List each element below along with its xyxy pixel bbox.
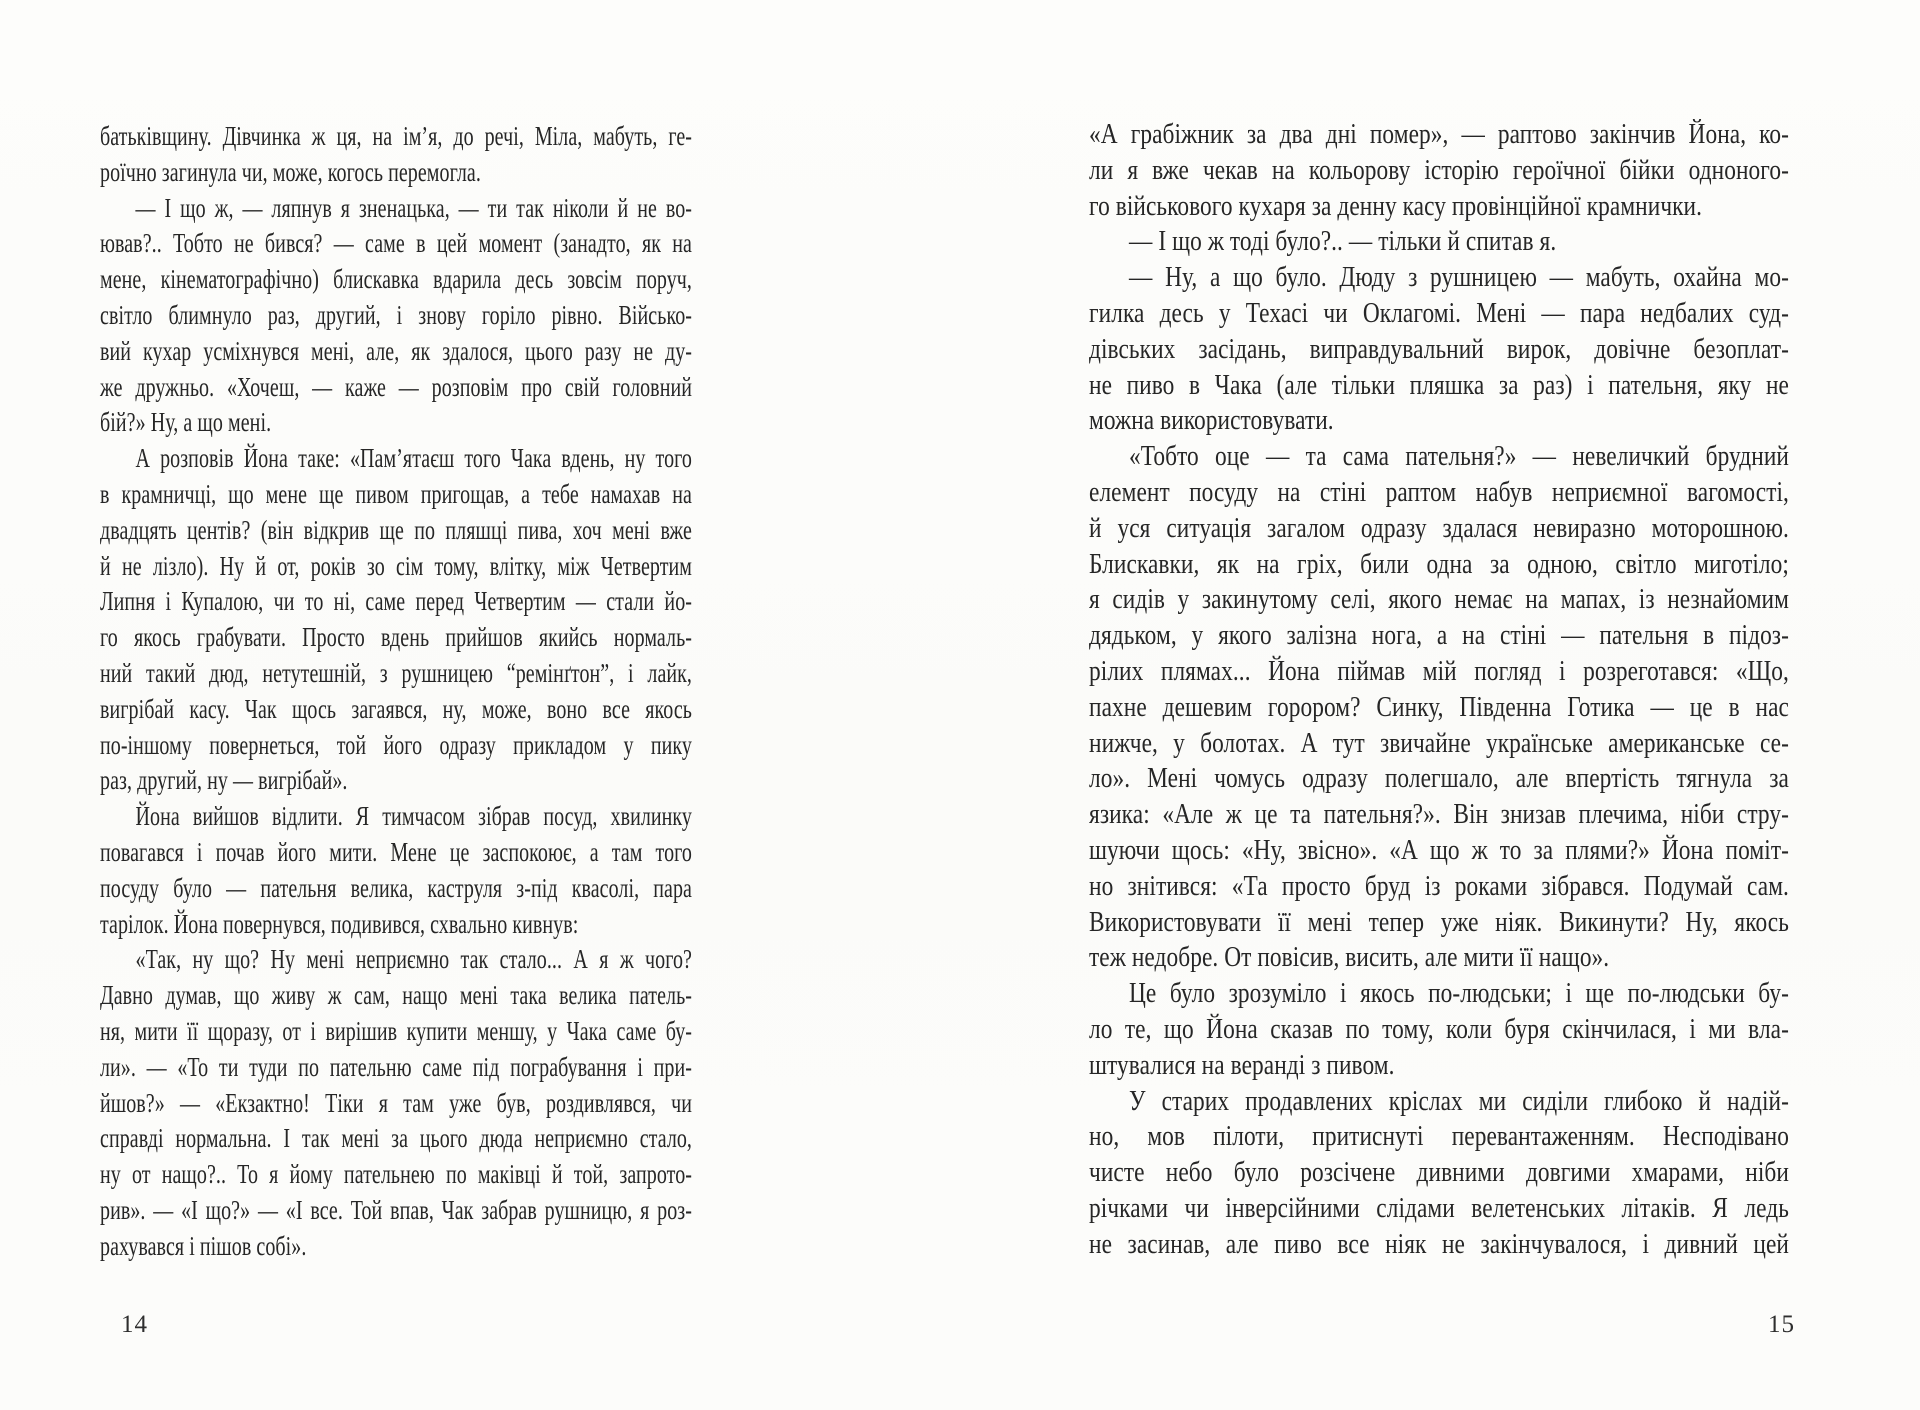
text-line: «А грабіжник за два дні помер», — раптово закінчив Йона, ко-	[1089, 119, 1789, 150]
text-line: штувалися на веранді з пивом.	[1089, 1049, 1395, 1081]
text-line: по-іншому повернеться, той його одразу прикладом у пику	[100, 729, 692, 760]
text-line: в крамничці, що мене ще пивом пригощав, а тебе намахав на	[100, 478, 692, 509]
text-line: ну от нащо?.. То я йому пательнею по маківці й той, запрото-	[100, 1159, 692, 1190]
page-right-text	[1089, 117, 1789, 1263]
text-line: — І що ж, — ляпнув я зненацька, — ти так ніколи й не во-	[135, 192, 692, 223]
text-line: нижче, у болотах. А тут звичайне українське американське се-	[1089, 727, 1789, 759]
text-line: й не лізло). Ну й от, років зо сім тому, влітку, між Четвертим	[100, 550, 692, 581]
text-line: — Ну, а що було. Дюду з рушницею — мабуть, охайна мо-	[1128, 262, 1789, 294]
text-line: Йона вийшов відлити. Я тимчасом зібрав посуд, хвилинку	[135, 801, 692, 832]
text-line: пахне дешевим горором? Синку, Південна Готика — це в нас	[1089, 691, 1789, 723]
text-line: язика: «Але ж це та пательня?». Він знизав плечима, ніби стру-	[1089, 799, 1789, 831]
text-line: Липня і Купалою, чи то ні, саме перед Четвертим — стали йо-	[100, 586, 692, 617]
text-line: вий кухар усміхнувся мені, але, як здалося, цього разу не ду-	[100, 335, 692, 366]
text-line: ли я вже чекав на кольорову історію героїчної бійки одноного-	[1089, 154, 1789, 186]
text-line: гилка десь у Техасі чи Оклагомі. Мені — пара недбалих суд-	[1089, 297, 1789, 329]
text-line: Це було зрозуміло і якось по-людськи; і ще по-людськи бу-	[1128, 978, 1789, 1010]
page-number-left: 14	[121, 1311, 148, 1338]
page-right	[960, 0, 1920, 1410]
text-line: не пиво в Чака (але тільки пляшка за раз) і пательня, яку не	[1089, 369, 1789, 401]
text-line: но знітився: «Та просто бруд із роками зібрався. Подумай сам.	[1089, 870, 1789, 902]
text-line: дядьком, у якого залізна нога, а на стіні — пательня в підоз-	[1089, 620, 1789, 652]
text-line: го військового кухаря за денну касу провінційної крамнички.	[1089, 190, 1703, 222]
text-line: роїчно загинула чи, може, когось перемогла.	[100, 156, 481, 187]
text-line: рив». — «І що?» — «І все. Той впав, Чак забрав рушницю, я роз-	[100, 1194, 692, 1225]
text-line: посуду було — пательня велика, каструля з-під квасолі, пара	[100, 872, 692, 903]
text-line: го якось грабувати. Просто вдень прийшов якийсь нормаль-	[100, 622, 692, 653]
text-line: повагався і почав його мити. Мене це заспокоює, а там того	[100, 836, 692, 867]
text-line: тарілок. Йона повернувся, подивився, схвально кивнув:	[100, 908, 579, 939]
text-line: йшов?» — «Екзактно! Тіки я там уже був, роздивлявся, чи	[100, 1087, 692, 1118]
text-line: дівських засідань, виправдувальний вирок, довічне безоплат-	[1089, 333, 1789, 365]
text-line: бій?» Ну, а що мені.	[100, 407, 272, 438]
text-line: вигрібай касу. Чак щось загаявся, ну, може, воно все якось	[100, 693, 692, 724]
text-line: ня, мити її щоразу, от і вирішив купити меншу, у Чака саме бу-	[100, 1015, 692, 1046]
text-line: мене, кінематографічно) блискавка вдарила десь зовсім поруч,	[100, 264, 692, 295]
text-line: елемент посуду на стіні раптом набув неприємної вагомості,	[1089, 476, 1789, 508]
text-line: можна використовувати.	[1089, 405, 1334, 437]
text-line: рілих плямах... Йона піймав мій погляд і розреготався: «Що,	[1089, 655, 1789, 687]
text-line: ний такий дюд, нетутешній, з рушницею “ремінґтон”, і лайк,	[100, 657, 692, 688]
text-line: Використовувати її мені тепер уже ніяк. Викинути? Ну, якось	[1089, 906, 1789, 938]
text-line: теж недобре. От повісив, висить, але мити її нащо».	[1089, 942, 1610, 974]
text-line: світло блимнуло раз, другий, і знову горіло рівно. Військо-	[100, 299, 692, 330]
text-line: справді нормальна. І так мені за цього дюда неприємно стало,	[100, 1123, 692, 1154]
text-line: Давно думав, що живу ж сам, нащо мені така велика патель-	[100, 980, 692, 1011]
text-line: я сидів у закинутому селі, якого немає на мапах, із незнайомим	[1089, 584, 1789, 616]
text-line: рахувався і пішов собі».	[100, 1230, 307, 1261]
text-line: не засинав, але пиво все ніяк не закінчувалося, і дивний цей	[1089, 1228, 1789, 1260]
text-line: ював?.. Тобто не бився? — саме в цей момент (занадто, як на	[100, 228, 692, 259]
text-line: батьківщину. Дівчинка ж ця, на ім’я, до речі, Міла, мабуть, ге-	[100, 121, 692, 151]
text-line: но, мов пілоти, притиснуті перевантаженням. Несподівано	[1089, 1121, 1789, 1153]
text-line: шуючи щось: «Ну, звісно». «А що ж то за плями?» Йона поміт-	[1089, 834, 1789, 866]
text-line: ло те, що Йона сказав по тому, коли буря скінчилася, і ми вла-	[1089, 1013, 1789, 1045]
text-line: ло». Мені чомусь одразу полегшало, але впертість тягнула за	[1089, 763, 1789, 795]
text-line: «Так, ну що? Ну мені неприємно так стало... А я ж чого?	[135, 944, 692, 975]
text-line: раз, другий, ну — вигрібай».	[100, 765, 348, 796]
text-line: й уся ситуація загалом одразу здалася невиразно моторошною.	[1089, 512, 1789, 544]
text-line: чисте небо було розсічене дивними довгими хмарами, ніби	[1089, 1157, 1789, 1189]
text-line: — І що ж тоді було?.. — тільки й спитав я.	[1128, 226, 1557, 258]
text-line: річками чи інверсійними слідами велетенських літаків. Я ледь	[1089, 1192, 1789, 1224]
text-line: же дружньо. «Хочеш, — каже — розповім про свій головний	[100, 371, 692, 402]
page-number-right: 15	[1768, 1311, 1795, 1338]
text-line: ли». — «То ти туди по пательню саме під пограбування і при-	[100, 1051, 692, 1082]
text-line: У старих продавлених кріслах ми сиділи глибоко й надій-	[1128, 1085, 1789, 1117]
text-line: Блискавки, як на гріх, били одна за одною, світло миготіло;	[1089, 548, 1789, 580]
text-line: А розповів Йона таке: «Пам’ятаєш того Чака вдень, ну того	[135, 443, 692, 474]
text-line: двадцять центів? (він відкрив ще по пляшці пива, хоч мені вже	[100, 514, 692, 545]
page-left-text	[100, 119, 692, 1265]
text-line: «Тобто оце — та сама пательня?» — невеличкий брудний	[1128, 441, 1789, 473]
